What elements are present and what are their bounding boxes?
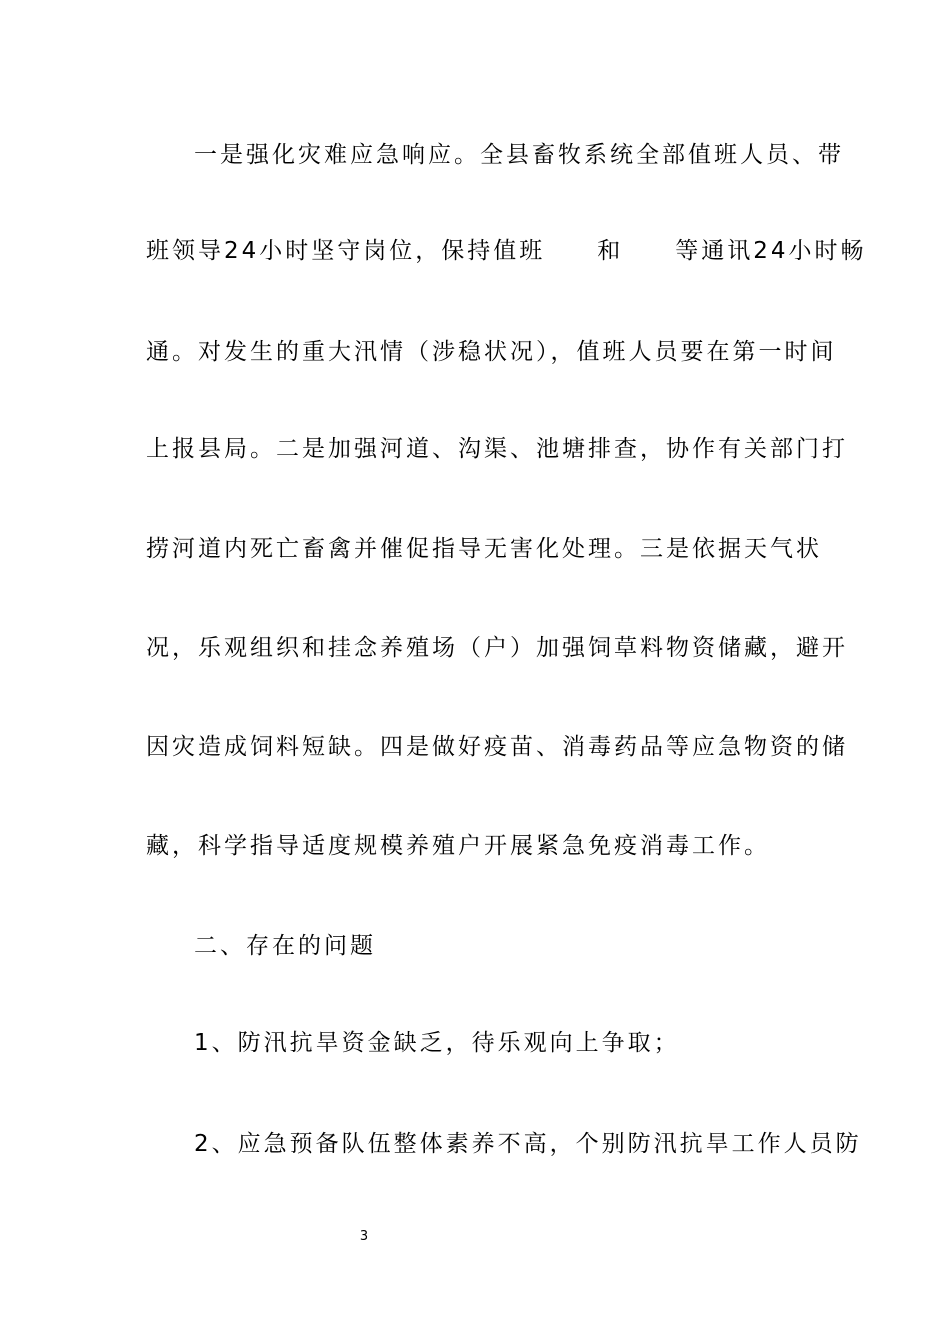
paragraph-line-6: 况，乐观组织和挂念养殖场（户）加强饲草料物资储藏，避开 xyxy=(146,635,848,661)
paragraph-line-2: 班领导24小时坚守岗位，保持值班 和 等通讯24小时畅 xyxy=(146,238,867,264)
list-item-2: 2、应急预备队伍整体素养不高，个别防汛抗旱工作人员防 xyxy=(194,1131,862,1157)
section-heading: 二、存在的问题 xyxy=(194,933,376,959)
paragraph-line-1: 一是强化灾难应急响应。全县畜牧系统全部值班人员、带 xyxy=(194,142,844,168)
paragraph-line-3: 通。对发生的重大汛情（涉稳状况），值班人员要在第一时间 xyxy=(146,339,837,365)
page-number: 3 xyxy=(359,1229,369,1244)
paragraph-line-5: 捞河道内死亡畜禽并催促指导无害化处理。三是依据天气状 xyxy=(146,536,822,562)
paragraph-line-7: 因灾造成饲料短缺。四是做好疫苗、消毒药品等应急物资的储 xyxy=(146,734,848,760)
list-item-1: 1、防汛抗旱资金缺乏，待乐观向上争取； xyxy=(194,1030,680,1056)
paragraph-line-8: 藏，科学指导适度规模养殖户开展紧急免疫消毒工作。 xyxy=(146,833,770,859)
paragraph-line-4: 上报县局。二是加强河道、沟渠、池塘排查，协作有关部门打 xyxy=(146,436,848,462)
